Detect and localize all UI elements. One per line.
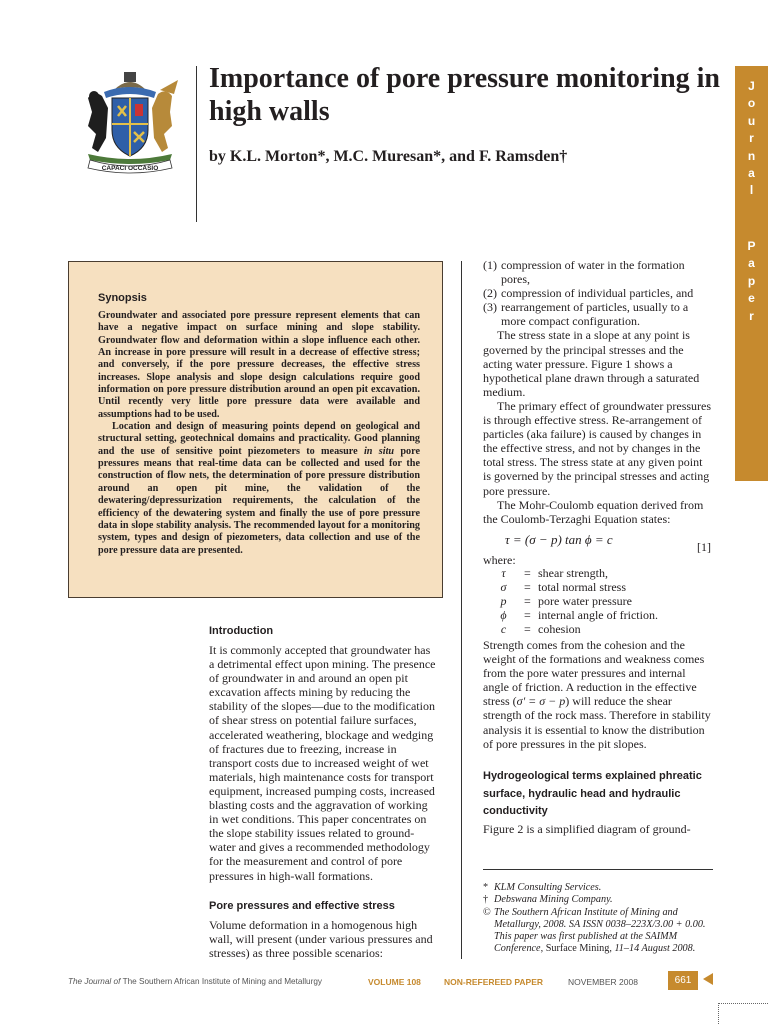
symbol: ϕ [500,608,507,623]
mohr-coulomb-equation: τ = (σ − p) tan ϕ = c [505,532,613,547]
synopsis-para-1: Groundwater and associated pore pressure represent elements that can have a negative impact on surface mining and slope stability. Groundwater flow and deformation within a slope influence each other. An increase in pore pressure will result in a decrease of effective stress; and conversely, if the pore pressure decreases, the effective stress increases. Slope analysis and slope design calculations require good information on pore pressure distribution around an open pit excavation. Until recently very little pore pressure data were available and assumptions had to be used. [98,310,420,420]
footnote-mark: * [483,882,489,893]
tab-letter: l [749,183,754,198]
footer-journal-b: The Southern African Institute of Mining and Metallurgy [122,977,322,986]
list-item [483,300,713,314]
symbol-eq: = [524,622,531,637]
footnote-mark: © [483,906,491,918]
list-text: compression of individual particles, and [501,286,694,301]
where-label: where: [483,553,516,567]
introduction-body [209,643,438,883]
symbol-eq: = [524,566,531,580]
synopsis-para-2-italic: in situ [363,445,395,457]
footer-date: NOVEMBER 2008 [568,977,638,987]
symbol: c [500,622,507,637]
hydro-heading: Hydrogeological terms explained phreatic surface, hydraulic head and hydraulic conductivity [483,770,702,817]
crop-mark [718,1003,768,1004]
symbol-desc: shear strength, [538,566,608,580]
symbol-eq: = [524,580,531,595]
list-num: (1) [483,258,497,272]
equation-number: [1] [697,540,711,554]
list-num: (3) [483,300,497,315]
saimm-coat-of-arms-logo [74,68,186,178]
symbol-desc: total normal stress [538,580,626,595]
page-number: 661 [668,971,698,990]
list-text-cont: pores, [501,272,530,287]
tab-letter: e [748,291,755,306]
tab-letter: u [747,113,756,128]
right-column-top [483,258,713,526]
hydro-body: Figure 2 is a simplified diagram of ground- [483,822,691,836]
logo-motto: CAPACI OCCASIO [101,165,159,172]
footnote [483,907,718,956]
symbol-desc: pore water pressure [538,594,632,609]
title-rule [196,66,197,222]
symbol-row [483,622,723,636]
footnote-mark: † [483,894,489,906]
tab-letter: a [748,256,755,271]
synopsis-para-2 [98,421,420,557]
symbol-eq: = [524,608,531,623]
tab-letter: r [749,308,754,323]
synopsis-para-2-b: pore pressures means that real-time data can be collected and used for the construction of flow nets, the determination of pore pressure distribution around an open pit mine, the validation of the dewatering/depressurization requirements, the calculation of the efficiency of the dewatering system and finally the use of pore pressure data in slope stability analysis. The recommended layout for a monitoring system, types and design of piezometers, data collection and use of the pore pressure data are presented. [98,445,421,556]
symbol-row [483,566,723,580]
tab-word-paper [735,238,768,325]
journal-paper-tab [735,66,768,481]
tab-letter: p [747,273,756,288]
synopsis-body [98,310,420,557]
byline: by K.L. Morton*, M.C. Muresan*, and F. Ramsden† [209,148,568,165]
footnote-text-c: , 11–14 August 2008. [609,943,696,955]
list-text-cont: more compact configuration. [501,314,640,329]
footer-journal [68,977,322,986]
footnotes [483,882,718,956]
tab-letter: P [747,239,756,253]
footnote-text-b: Surface Mining [545,943,610,955]
column-rule [461,261,462,959]
footnote-rule [483,869,713,870]
symbol-row [483,594,723,608]
list-text: compression of water in the formation [501,258,685,272]
right-para-4 [483,638,713,751]
tab-letter: r [749,131,754,146]
tab-letter: o [747,96,756,111]
synopsis-para-2-a: Location and design of measuring points depend on geological and structural setting, geotechnical domains and practicality. Good planning and the use of sensitive point piezometers to measure [98,421,420,457]
list-num: (2) [483,286,497,301]
tab-letter: n [747,148,756,163]
synopsis-heading: Synopsis [98,292,147,304]
symbol-row [483,608,723,622]
symbol: p [500,594,507,609]
tab-letter: J [748,79,755,93]
symbol: σ [500,580,507,595]
symbol-desc: cohesion [538,622,581,637]
right-para-2: The primary effect of groundwater pressures is through effective stress. Re-arrangement of particles (aka failure) is caused by changes in the effective stress, and not by changes in the total stress. The stress state at any given point is governed by the principal stresses and acting pore pressure. [483,398,712,498]
symbol-desc: internal angle of friction. [538,608,658,623]
symbol-row [483,580,723,594]
symbol-eq: = [524,594,531,609]
footer-journal-a: The Journal of [68,977,123,986]
introduction-heading: Introduction [209,625,274,637]
footnote [483,882,718,894]
pore-pressures-text: Volume deformation in a homogenous high wall, will present (under various pressures and stresses) as three possible scenarios: [209,918,433,961]
footer-volume: VOLUME 108 [368,977,421,987]
symbol: τ [501,566,506,580]
para-4-formula: σ' = σ − p [516,694,566,709]
list-text: rearrangement of particles, usually to a [501,300,689,315]
footer-nonrefereed: NON-REFEREED PAPER [444,977,544,987]
tab-word-journal [735,78,768,200]
introduction-text: It is commonly accepted that groundwater has a detrimental effect upon mining. The presence of groundwater in and around an open pit excavation affects mining by reducing the stability of the slopes—due to the modification of shear stress on potential failure surfaces, accelerated weathering, blockage and wedging of fractures due to freezing, increase in transport costs due to increased weight of wet materials, high maintenance costs for transport equipment, increased pumping costs, increased blasting costs and the aggravation of working in wet conditions. This paper concentrates on the slope stability issues related to ground-water and gives a recommended methodology for the measurement and control of pore pressures in high-wall formations. [209,643,436,883]
para-4-a: Strength comes from the cohesion and the weight of the formations and weakness comes from the pore water pressures and internal angle of friction. A reduction in the effective stress ( [483,638,705,709]
crop-mark [718,1003,719,1024]
right-para-1: The stress state in a slope at any point is governed by the principal stresses and the acting water pressure. Figure 1 shows a hypothetical plane drawn through a saturated medium. [483,328,700,399]
pore-pressures-body [209,918,438,960]
para-4-b: ) will reduce the shear strength of the rock mass. Therefore in stability analysis it is essential to know the distribution of pore pressures in the pit slopes. [483,694,711,751]
list-item [483,258,713,272]
footnote [483,894,718,906]
footnote-text [494,907,718,956]
page-arrow-icon [703,973,713,985]
article-title: Importance of pore pressure monitoring in high walls [209,63,720,127]
right-para-3: The Mohr-Coulomb equation derived from the Coulomb-Terzaghi Equation states: [483,497,704,526]
list-item [483,286,713,300]
footnote-text: Debswana Mining Company. [494,894,613,906]
footnote-text-a: The Southern African Institute of Mining and Metallurgy, 2008. SA ISSN 0038–223X/3.00 + 0.00. This paper was first published at the SAIMM Conference, [494,906,706,955]
footnote-text: KLM Consulting Services. [494,882,602,893]
tab-letter: a [748,166,755,181]
synopsis-box [68,261,443,598]
pore-pressures-heading: Pore pressures and effective stress [209,900,395,912]
symbol-list [483,566,723,636]
